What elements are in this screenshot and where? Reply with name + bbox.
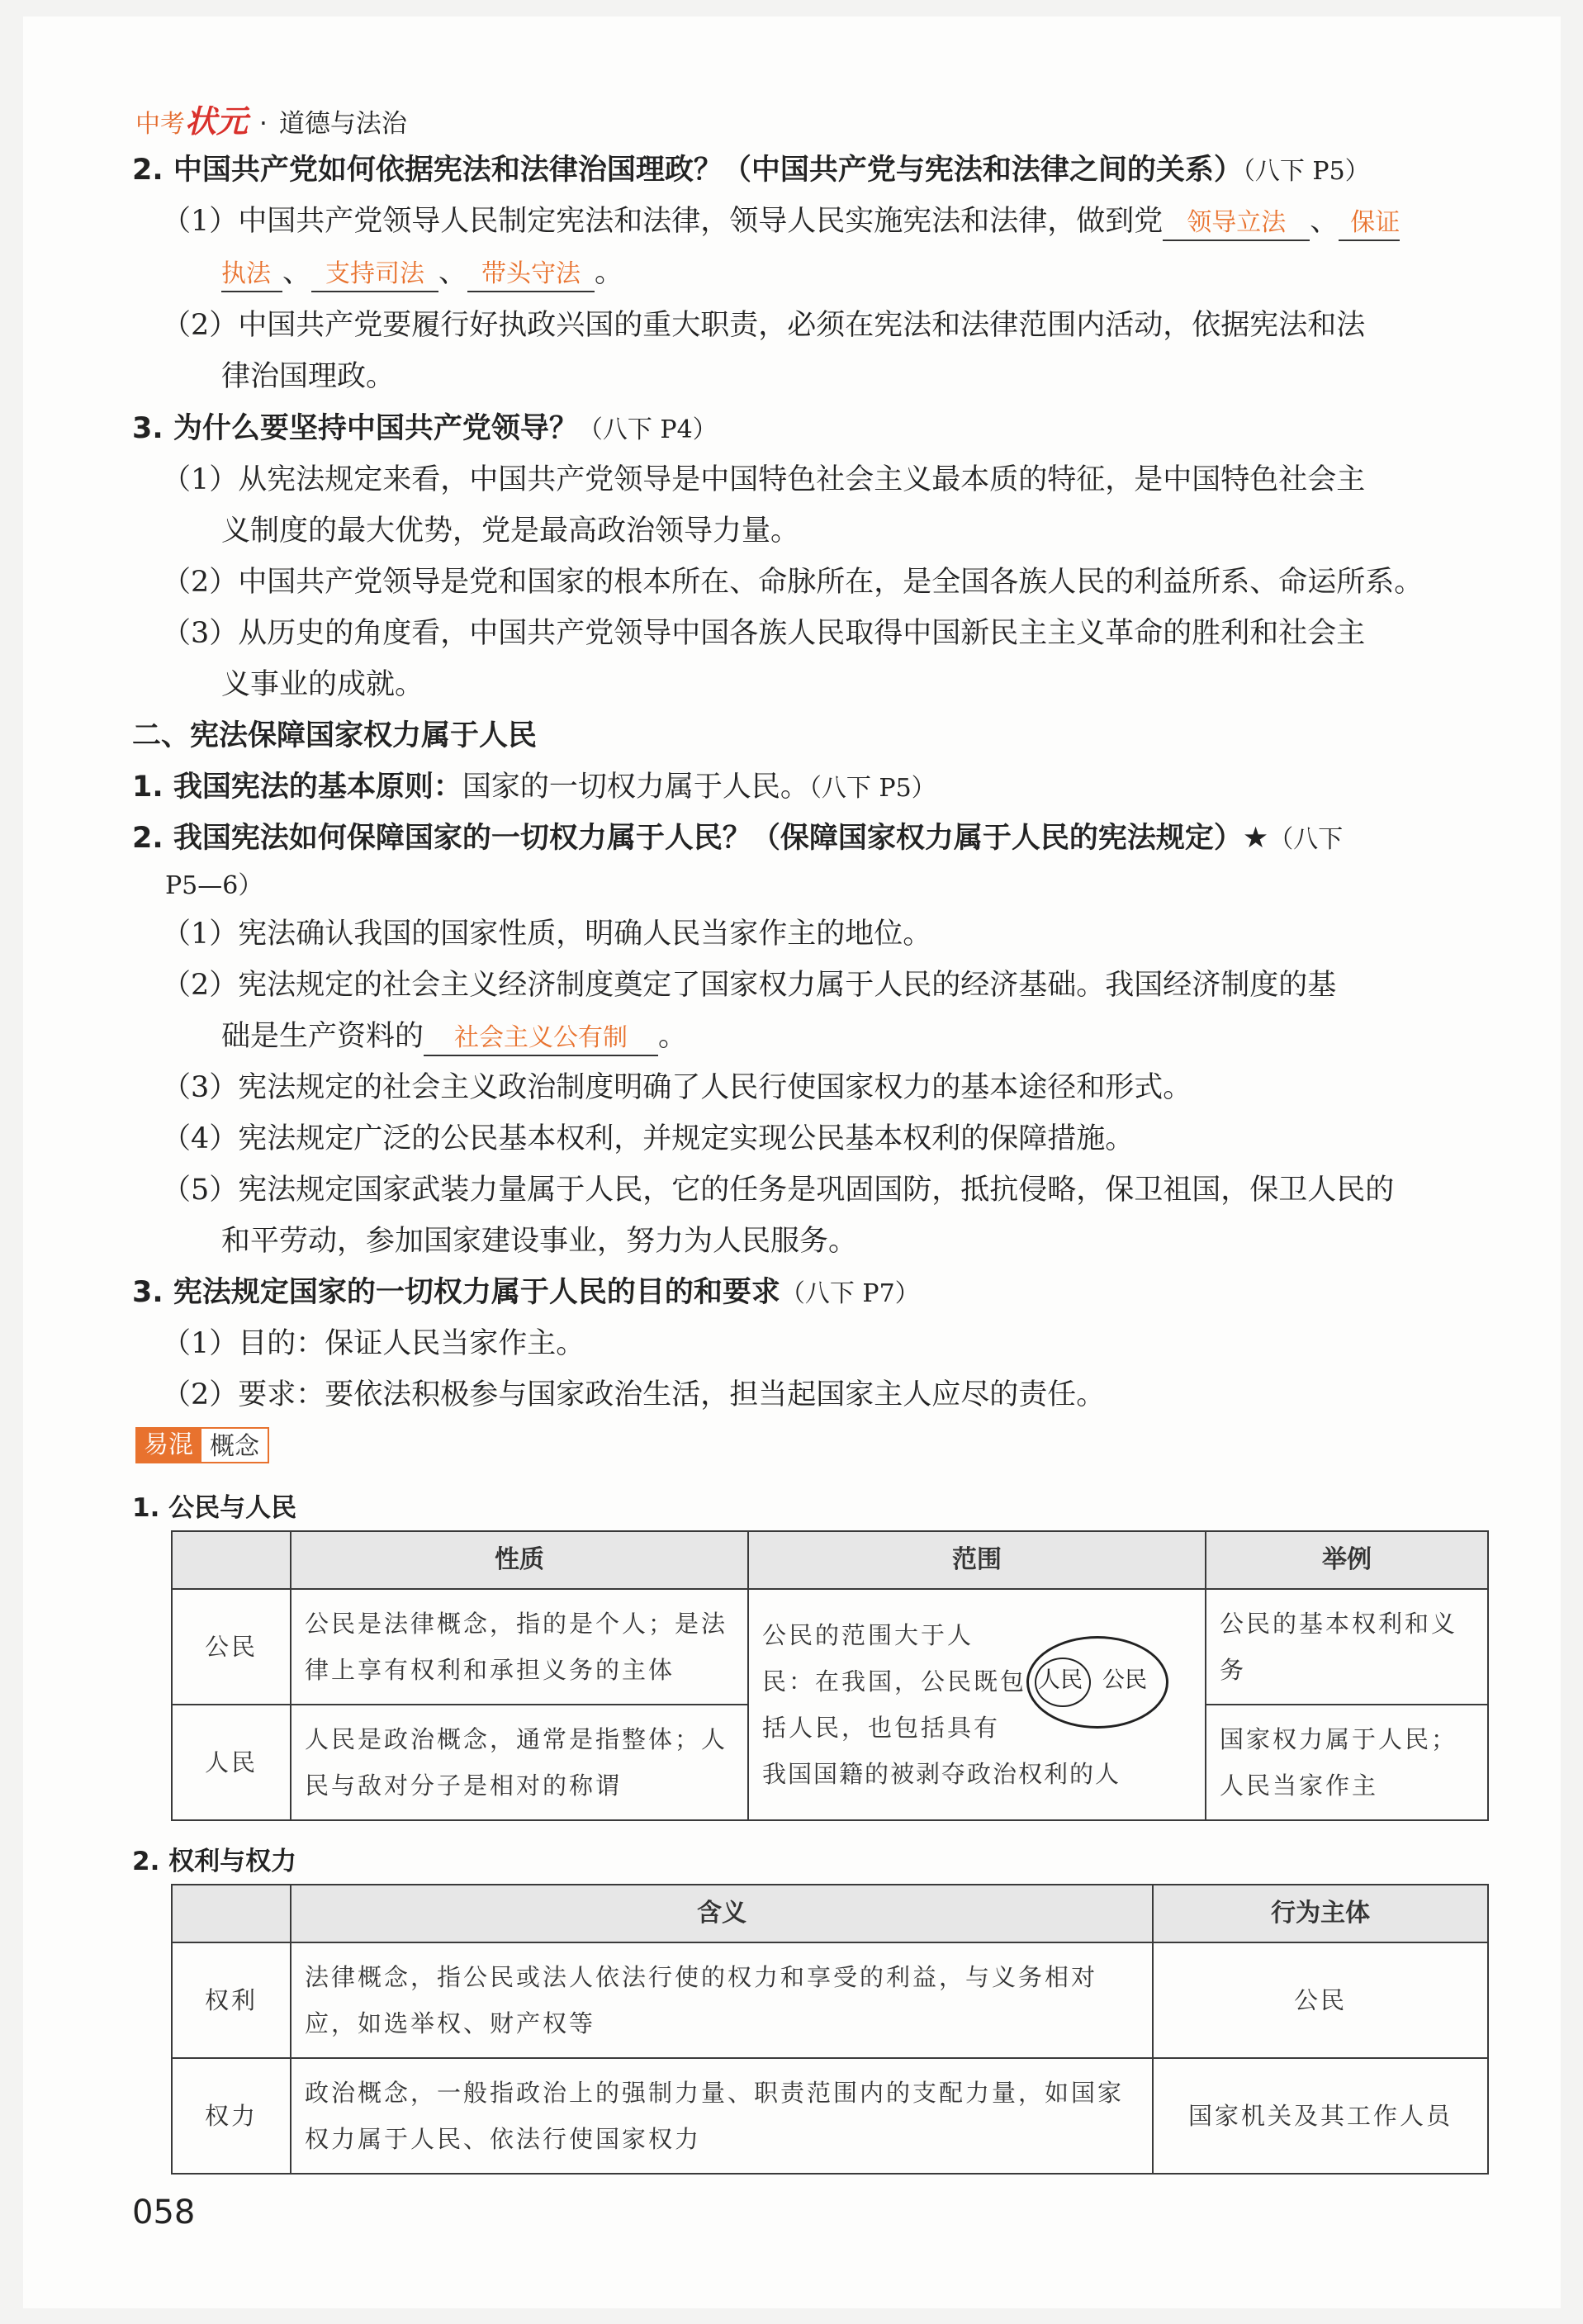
- question-p2-2: 2. 我国宪法如何保障国家的一切权力属于人民？（保障国家权力属于人民的宪法规定）★（八下: [132, 822, 1344, 855]
- answer-blank-2a: 保证: [1339, 206, 1400, 241]
- answer-p2-3: （3）宪法规定的社会主义政治制度明确了人民行使国家权力的基本途径和形式。: [162, 1071, 1192, 1104]
- answer-2-1-line2: 执法 、 支持司法 、 带头守法 。: [221, 252, 623, 293]
- citizen-people-table: [171, 1530, 1489, 1821]
- answer-3-1-line1: （1）从宪法规定来看，中国共产党领导是中国特色社会主义最本质的特征，是中国特色社会主: [162, 463, 1366, 496]
- table-header-nature: 性质: [291, 1531, 748, 1589]
- row-label-power: 权力: [172, 2058, 291, 2174]
- rights-power-table: [171, 1884, 1489, 2175]
- venn-diagram: [1026, 1636, 1167, 1727]
- cell-rights-meaning: 法律概念，指公民或法人依法行使的权力和享受的利益，与义务相对应，如选举权、财产权等: [291, 1942, 1153, 2058]
- table2-title: 2. 权利与权力: [132, 1847, 297, 1876]
- answer-3-2: （2）中国共产党领导是党和国家的根本所在、命脉所在，是全国各族人民的利益所系、命运所系。: [162, 566, 1424, 599]
- question-3: 3. 为什么要坚持中国共产党领导？（八下 P4）: [132, 412, 718, 445]
- answer-purpose: （1）目的：保证人民当家作主。: [162, 1327, 585, 1360]
- table-header-meaning: 含义: [291, 1885, 1153, 1942]
- cell-citizen-nature: 公民是法律概念，指的是个人；是法律上享有权利和承担义务的主体: [291, 1589, 748, 1705]
- answer-3-3-line1: （3）从历史的角度看，中国共产党领导中国各族人民取得中国新民主主义革命的胜利和社会主: [162, 617, 1366, 650]
- principle-line: 1. 我国宪法的基本原则：国家的一切权力属于人民。（八下 P5）: [132, 771, 936, 804]
- venn-label-people: 人民: [1038, 1667, 1083, 1693]
- confusable-concepts-badge: 易混 概念: [135, 1427, 269, 1463]
- table-row: [172, 1589, 1488, 1705]
- table-header-row: [172, 1885, 1488, 1942]
- answer-requirement: （2）要求：要依法积极参与国家政治生活，担当起国家主人应尽的责任。: [162, 1378, 1106, 1411]
- row-label-people: 人民: [172, 1705, 291, 1820]
- brand-logo-part1: 中考: [135, 110, 185, 139]
- table1-title: 1. 公民与人民: [132, 1493, 297, 1523]
- page-header: [135, 96, 407, 141]
- answer-p2-5-line2: 和平劳动，参加国家建设事业，努力为人民服务。: [221, 1225, 858, 1258]
- cell-scope: 公民的范围大于人 民：在我国，公民既包 括人民，也包括具有 人民 公民 我国国籍的被剥夺政治权利的人: [748, 1589, 1206, 1820]
- answer-2-2-line2: 律治国理政。: [221, 360, 396, 393]
- answer-blank-1: 领导立法: [1163, 206, 1310, 241]
- cell-power-subject: 国家机关及其工作人员: [1153, 2058, 1488, 2174]
- table-row: [172, 1942, 1488, 2058]
- row-label-citizen: 公民: [172, 1589, 291, 1705]
- answer-blank-public-ownership: 社会主义公有制: [424, 1022, 658, 1056]
- table-header-scope: 范围: [748, 1531, 1206, 1589]
- answer-p2-1: （1）宪法确认我国的国家性质，明确人民当家作主的地位。: [162, 918, 932, 951]
- question-p2-3: 3. 宪法规定国家的一切权力属于人民的目的和要求（八下 P7）: [132, 1276, 920, 1309]
- answer-3-3-line2: 义事业的成就。: [221, 668, 424, 701]
- answer-p2-2-line1: （2）宪法规定的社会主义经济制度奠定了国家权力属于人民的经济基础。我国经济制度的基: [162, 969, 1337, 1002]
- question-2: 2. 中国共产党如何依据宪法和法律治国理政？（中国共产党与宪法和法律之间的关系）（八下 P5）: [132, 154, 1370, 187]
- cell-people-example: 国家权力属于人民；人民当家作主: [1206, 1705, 1488, 1820]
- answer-3-1-line2: 义制度的最大优势，党是最高政治领导力量。: [221, 515, 800, 548]
- answer-2-2-line1: （2）中国共产党要履行好执政兴国的重大职责，必须在宪法和法律范围内活动，依据宪法和法: [162, 309, 1366, 342]
- section-heading-2: 二、宪法保障国家权力属于人民: [132, 719, 538, 752]
- table-header-subject: 行为主体: [1153, 1885, 1488, 1942]
- table-row: [172, 2058, 1488, 2174]
- answer-p2-2-line2: 础是生产资料的 社会主义公有制 。: [221, 1016, 687, 1057]
- row-label-rights: 权利: [172, 1942, 291, 2058]
- table-header-blank: [172, 1531, 291, 1589]
- answer-p2-5-line1: （5）宪法规定国家武装力量属于人民，它的任务是巩固国防，抵抗侵略，保卫祖国，保卫人民的: [162, 1174, 1395, 1207]
- cell-power-meaning: 政治概念，一般指政治上的强制力量、职责范围内的支配力量，如国家权力属于人民、依法行使国家权力: [291, 2058, 1153, 2174]
- cell-people-nature: 人民是政治概念，通常是指整体；人民与敌对分子是相对的称谓: [291, 1705, 748, 1820]
- table-header-row: [172, 1531, 1488, 1589]
- cell-citizen-example: 公民的基本权利和义务: [1206, 1589, 1488, 1705]
- brand-logo-part2: 状元: [185, 103, 249, 140]
- cell-rights-subject: 公民: [1153, 1942, 1488, 2058]
- answer-blank-4: 带头守法: [467, 258, 595, 292]
- subject-title: 道德与法治: [278, 109, 407, 139]
- question-p2-2-ref: P5—6）: [165, 871, 263, 900]
- page-number: 058: [132, 2194, 196, 2232]
- answer-p2-4: （4）宪法规定广泛的公民基本权利，并规定实现公民基本权利的保障措施。: [162, 1122, 1135, 1155]
- answer-blank-3: 支持司法: [311, 258, 438, 292]
- header-separator: ·: [259, 109, 268, 139]
- venn-label-citizen: 公民: [1102, 1667, 1148, 1693]
- answer-2-1-line1: （1）中国共产党领导人民制定宪法和法律，领导人民实施宪法和法律，做到党 领导立法 、 保证: [162, 201, 1400, 242]
- table-header-example: 举例: [1206, 1531, 1488, 1589]
- answer-blank-2b: 执法: [221, 258, 282, 292]
- table-header-blank: [172, 1885, 291, 1942]
